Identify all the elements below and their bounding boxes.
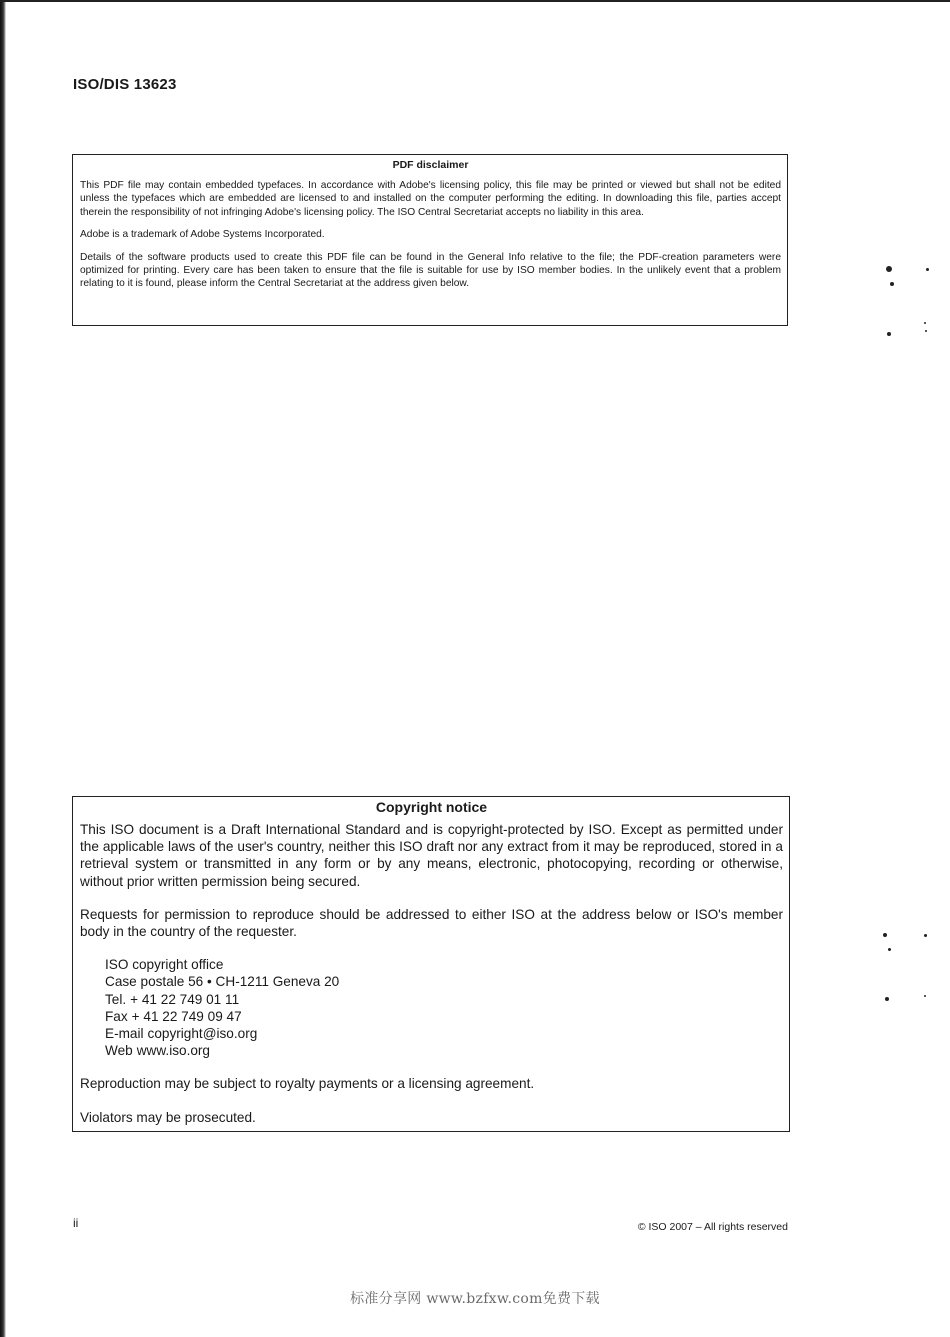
pdf-disclaimer-box [72, 154, 788, 326]
copyright-paragraph: This ISO document is a Draft International Standard and is copyright-protected by ISO. Except as permitted under the applicable laws of the user's country, neither this ISO draft nor any extract from it may be reproduced, stored in a retrieval system or transmitted in any form or by any means, electronic, photocopying, recording or otherwise, without prior written permission being secured. [80, 822, 783, 889]
copyright-notice-title: Copyright notice [375, 799, 488, 815]
copyright-paragraph: Requests for permission to reproduce should be addressed to either ISO at the address below or ISO's member body in the country of the requester. [80, 906, 783, 940]
scan-edge-left [0, 0, 6, 1337]
scan-speck [887, 332, 891, 336]
address-web [105, 1042, 783, 1059]
scan-speck [883, 933, 887, 937]
email-value: copyright@iso.org [147, 1026, 258, 1042]
address-tel [105, 991, 783, 1008]
scan-speck [926, 268, 929, 271]
pdf-disclaimer-paragraph: This PDF file may contain embedded typefaces. In accordance with Adobe's licensing policy, this file may be printed or viewed but shall not be edited unless the typefaces which are embedded are licensed to and installed on the computer performing the editing. In downloading this file, parties accept therein the responsibility of not infringing Adobe's licensing policy. The ISO Central Secretariat accepts no liability in this area. [80, 180, 781, 218]
scan-speck [888, 948, 891, 951]
scan-speck [885, 997, 889, 1001]
scan-speck [886, 266, 892, 272]
watermark-text: 标准分享网 www.bzfxw.com免费下载 [350, 1291, 600, 1307]
pdf-disclaimer-title: PDF disclaimer [392, 159, 469, 171]
address-fax [105, 1008, 783, 1025]
scan-speck [924, 322, 926, 324]
email-label: E-mail [105, 1026, 144, 1042]
document-id: ISO/DIS 13623 [73, 76, 177, 93]
address-postal: Case postale 56 • CH-1211 Geneva 20 [105, 974, 340, 990]
web-label: Web [105, 1043, 133, 1059]
scan-speck [925, 330, 927, 332]
page-number: ii [73, 1216, 79, 1230]
copyright-paragraph: Violators may be prosecuted. [80, 1109, 256, 1125]
footer-copyright: © ISO 2007 – All rights reserved [637, 1221, 788, 1233]
tel-value: + 41 22 749 01 11 [130, 991, 240, 1007]
pdf-disclaimer-paragraph: Details of the software products used to create this PDF file can be found in the General Info relative to the file; the PDF-creation parameters were optimized for printing. Every care has been taken to ensure that the file is suitable for use by ISO member bodies. In the unlikely event that a problem relating to it is found, please inform the Central Secretariat at the address given below. [80, 251, 781, 290]
address-email [105, 1025, 783, 1042]
web-value: www.iso.org [136, 1043, 210, 1059]
scan-speck [890, 282, 894, 286]
fax-label: Fax [105, 1008, 128, 1024]
address-office: ISO copyright office [105, 957, 224, 973]
iso-address-block [105, 956, 783, 1059]
tel-label: Tel. [105, 991, 127, 1007]
scan-edge-top [0, 0, 950, 2]
copyright-notice-box [72, 796, 790, 1132]
scan-speck [924, 995, 926, 997]
copyright-paragraph: Reproduction may be subject to royalty payments or a licensing agreement. [80, 1076, 535, 1092]
fax-value: + 41 22 749 09 47 [131, 1008, 242, 1024]
pdf-disclaimer-paragraph: Adobe is a trademark of Adobe Systems Incorporated. [80, 229, 325, 241]
scan-speck [924, 934, 927, 937]
